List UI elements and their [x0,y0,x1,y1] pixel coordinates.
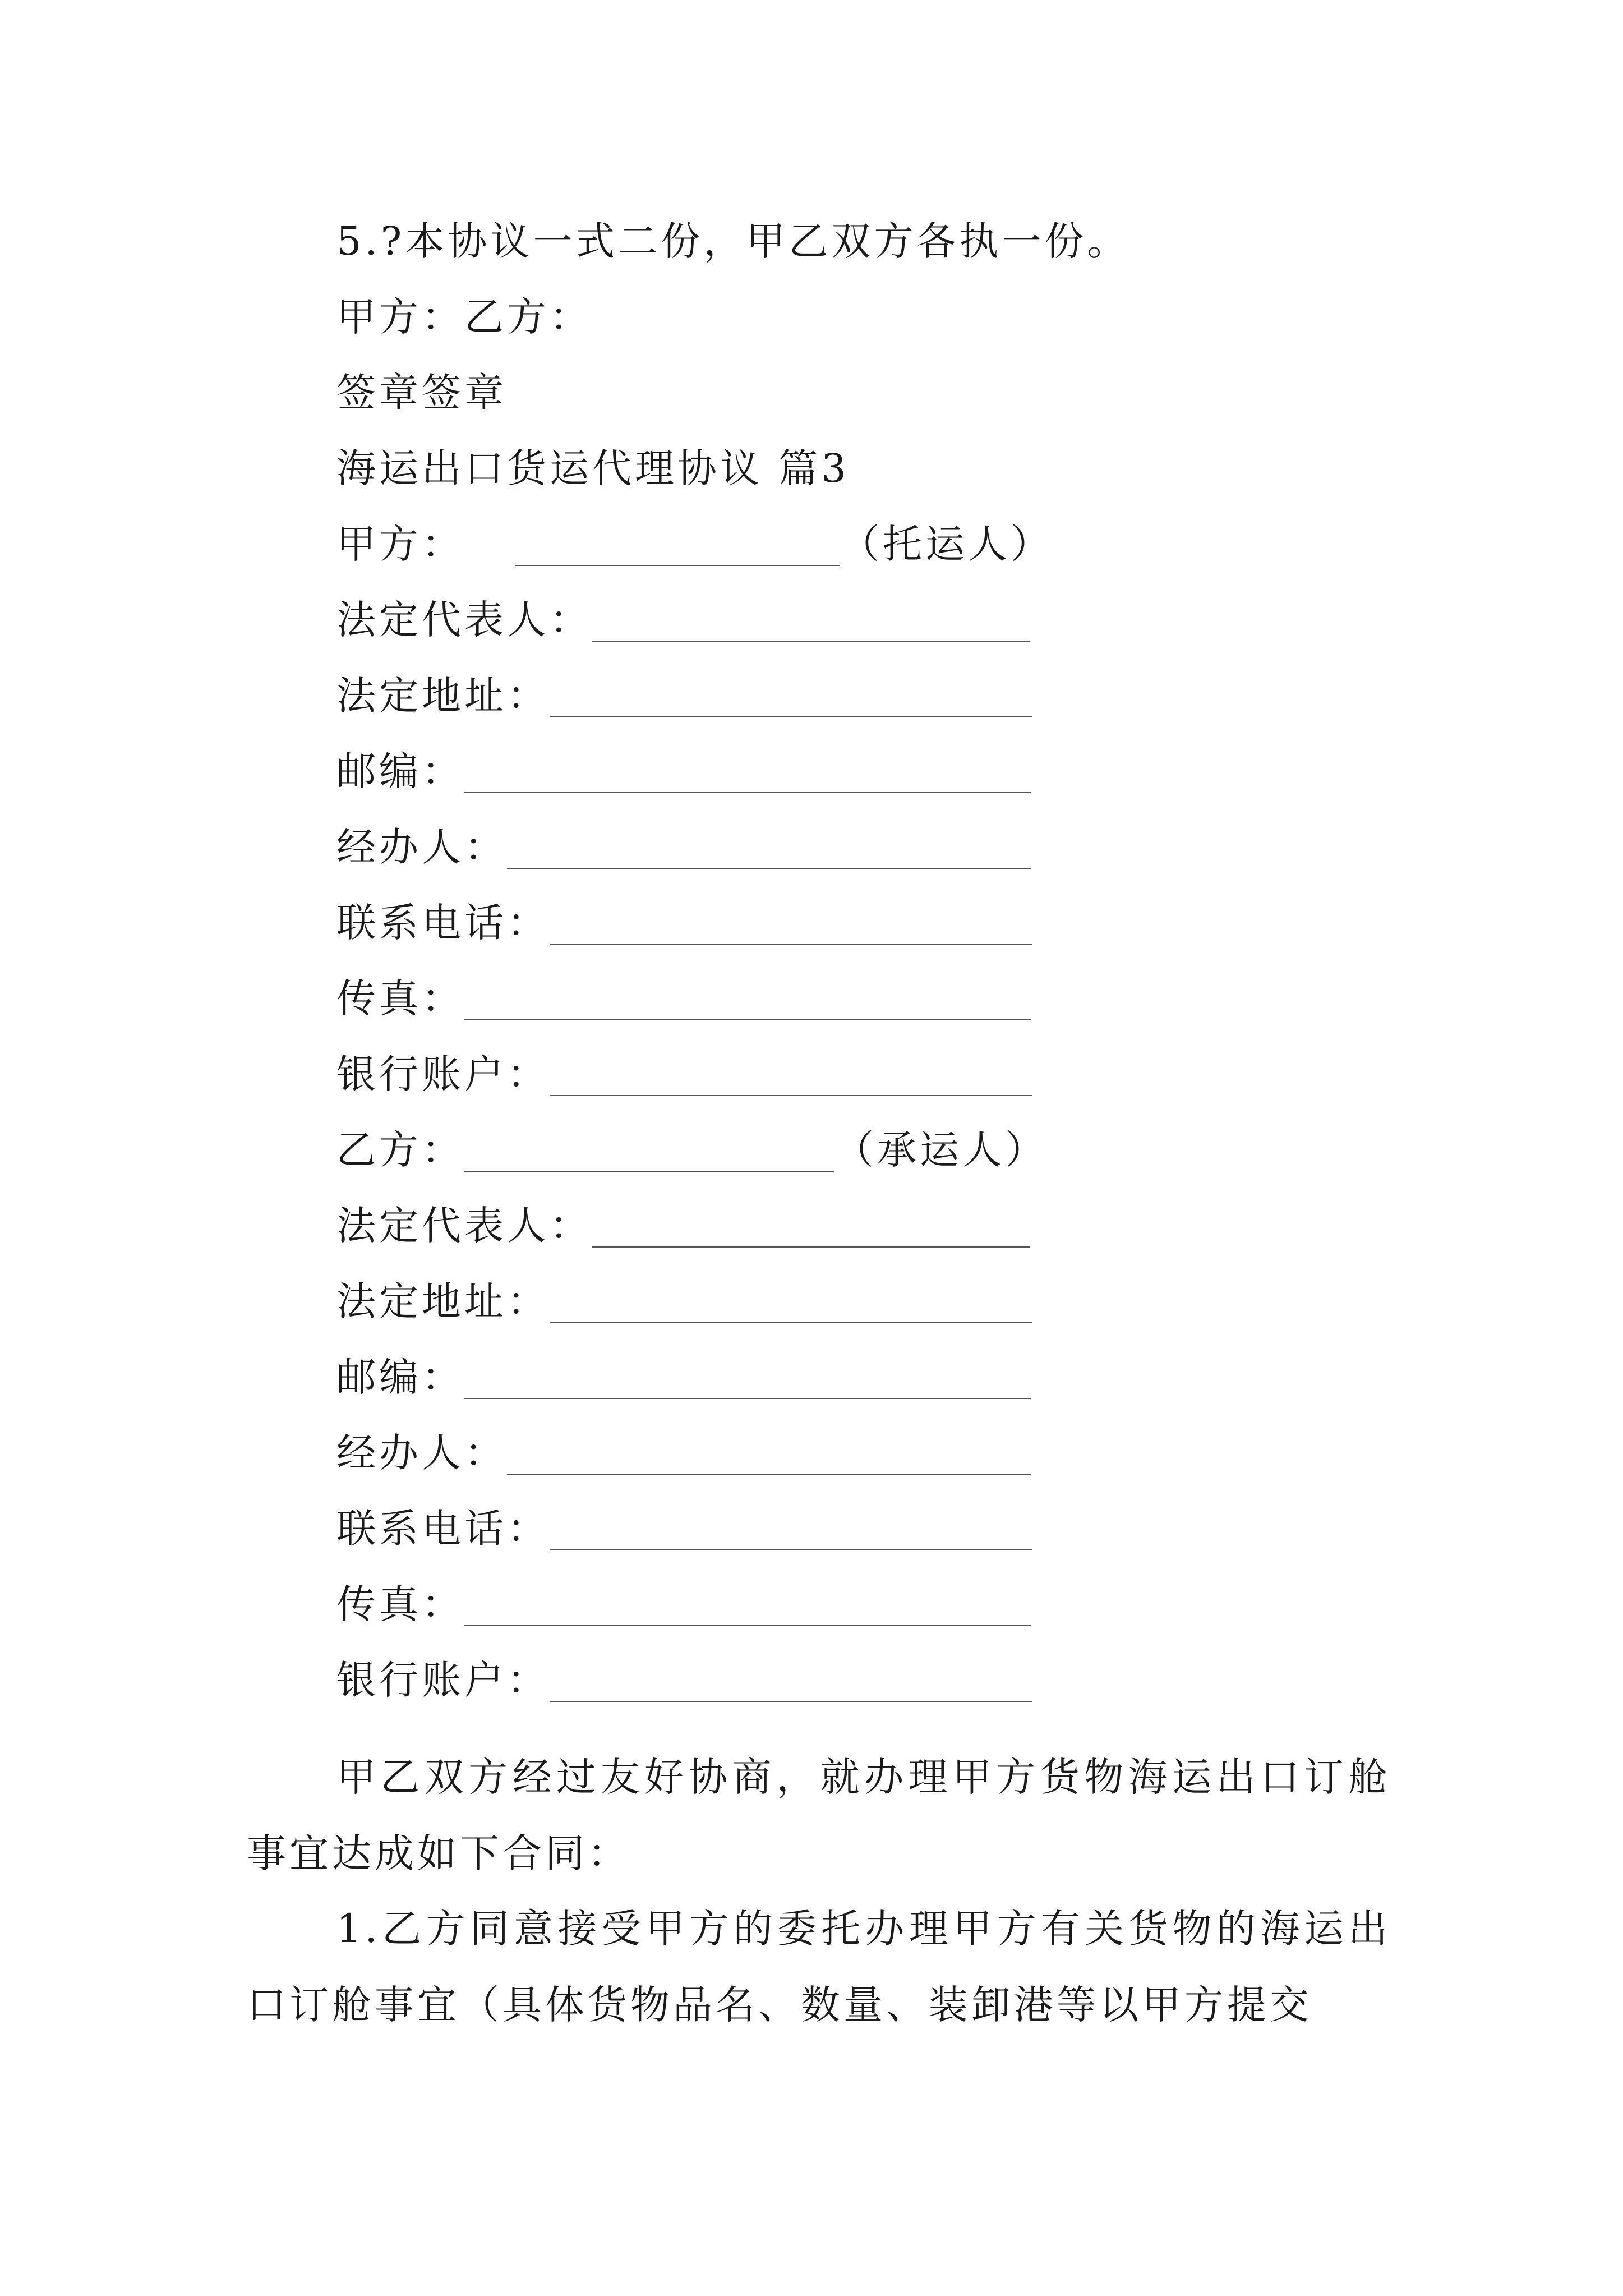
party-b-field-postcode [336,1352,1031,1402]
field-label: 法定地址： [336,673,550,719]
field-blank [550,908,1032,945]
party-a-field-legal-rep [336,595,1030,645]
field-blank [550,1286,1032,1323]
field-blank [550,680,1032,717]
field-blank [507,1438,1031,1475]
field-label: 邮编： [336,1354,464,1400]
field-label: 法定代表人： [336,1203,592,1249]
party-a-role: （托运人） [840,521,1053,567]
party-b-field-address [336,1276,1032,1327]
field-label: 传真： [336,976,464,1022]
party-b-field-legal-rep [336,1200,1030,1251]
field-label: 经办人： [336,1430,507,1476]
field-label: 联系电话： [336,900,550,946]
party-b-label: 乙方： [336,1127,464,1173]
field-label: 联系电话： [336,1506,550,1552]
field-blank [592,1211,1030,1248]
party-b-field-phone [336,1503,1032,1554]
field-label: 法定地址： [336,1278,550,1324]
field-blank [507,832,1031,869]
party-a-label: 甲方： [336,521,464,567]
field-label: 邮编： [336,748,464,794]
party-b-field-handler [336,1428,1031,1478]
party-b-role: （承运人） [834,1127,1048,1173]
party-b-field-fax [336,1579,1031,1630]
clause-5: 5.?本协议一式二份，甲乙双方各执一份。 [336,218,1130,264]
field-label: 经办人： [336,824,507,870]
field-blank [464,1589,1031,1626]
intro-paragraph: 甲乙双方经过友好协商，就办理甲方货物海运出口订舱事宜达成如下合同： [247,1754,1391,1876]
clause-1-paragraph: 1.乙方同意接受甲方的委托办理甲方有关货物的海运出口订舱事宜（具体货物品名、数量、装卸港等以甲方提交 [247,1906,1391,2028]
field-blank [464,756,1031,793]
field-blank [550,1059,1032,1096]
party-b-line [336,1125,1048,1175]
party-a-field-address [336,670,1032,721]
field-blank [464,983,1031,1020]
party-a-field-postcode [336,746,1031,797]
party-a-field-phone [336,898,1032,948]
party-a-blank [515,529,840,566]
field-label: 银行账户： [336,1657,550,1703]
field-blank [592,605,1030,642]
party-a-line [336,519,1053,569]
field-label: 传真： [336,1581,464,1627]
party-a-field-bank [336,1049,1032,1099]
field-label: 银行账户： [336,1051,550,1097]
field-blank [464,1362,1031,1399]
field-blank [550,1513,1032,1550]
party-b-blank [464,1135,834,1172]
section-title: 海运出口货运代理协议 篇3 [336,445,850,491]
party-a-field-handler [336,822,1031,872]
party-a-field-fax [336,973,1031,1024]
party-b-field-bank [336,1655,1032,1705]
signature-seals: 签章签章 [336,370,507,416]
field-label: 法定代表人： [336,597,592,643]
signature-parties: 甲方：乙方： [336,294,592,340]
field-blank [550,1665,1032,1702]
